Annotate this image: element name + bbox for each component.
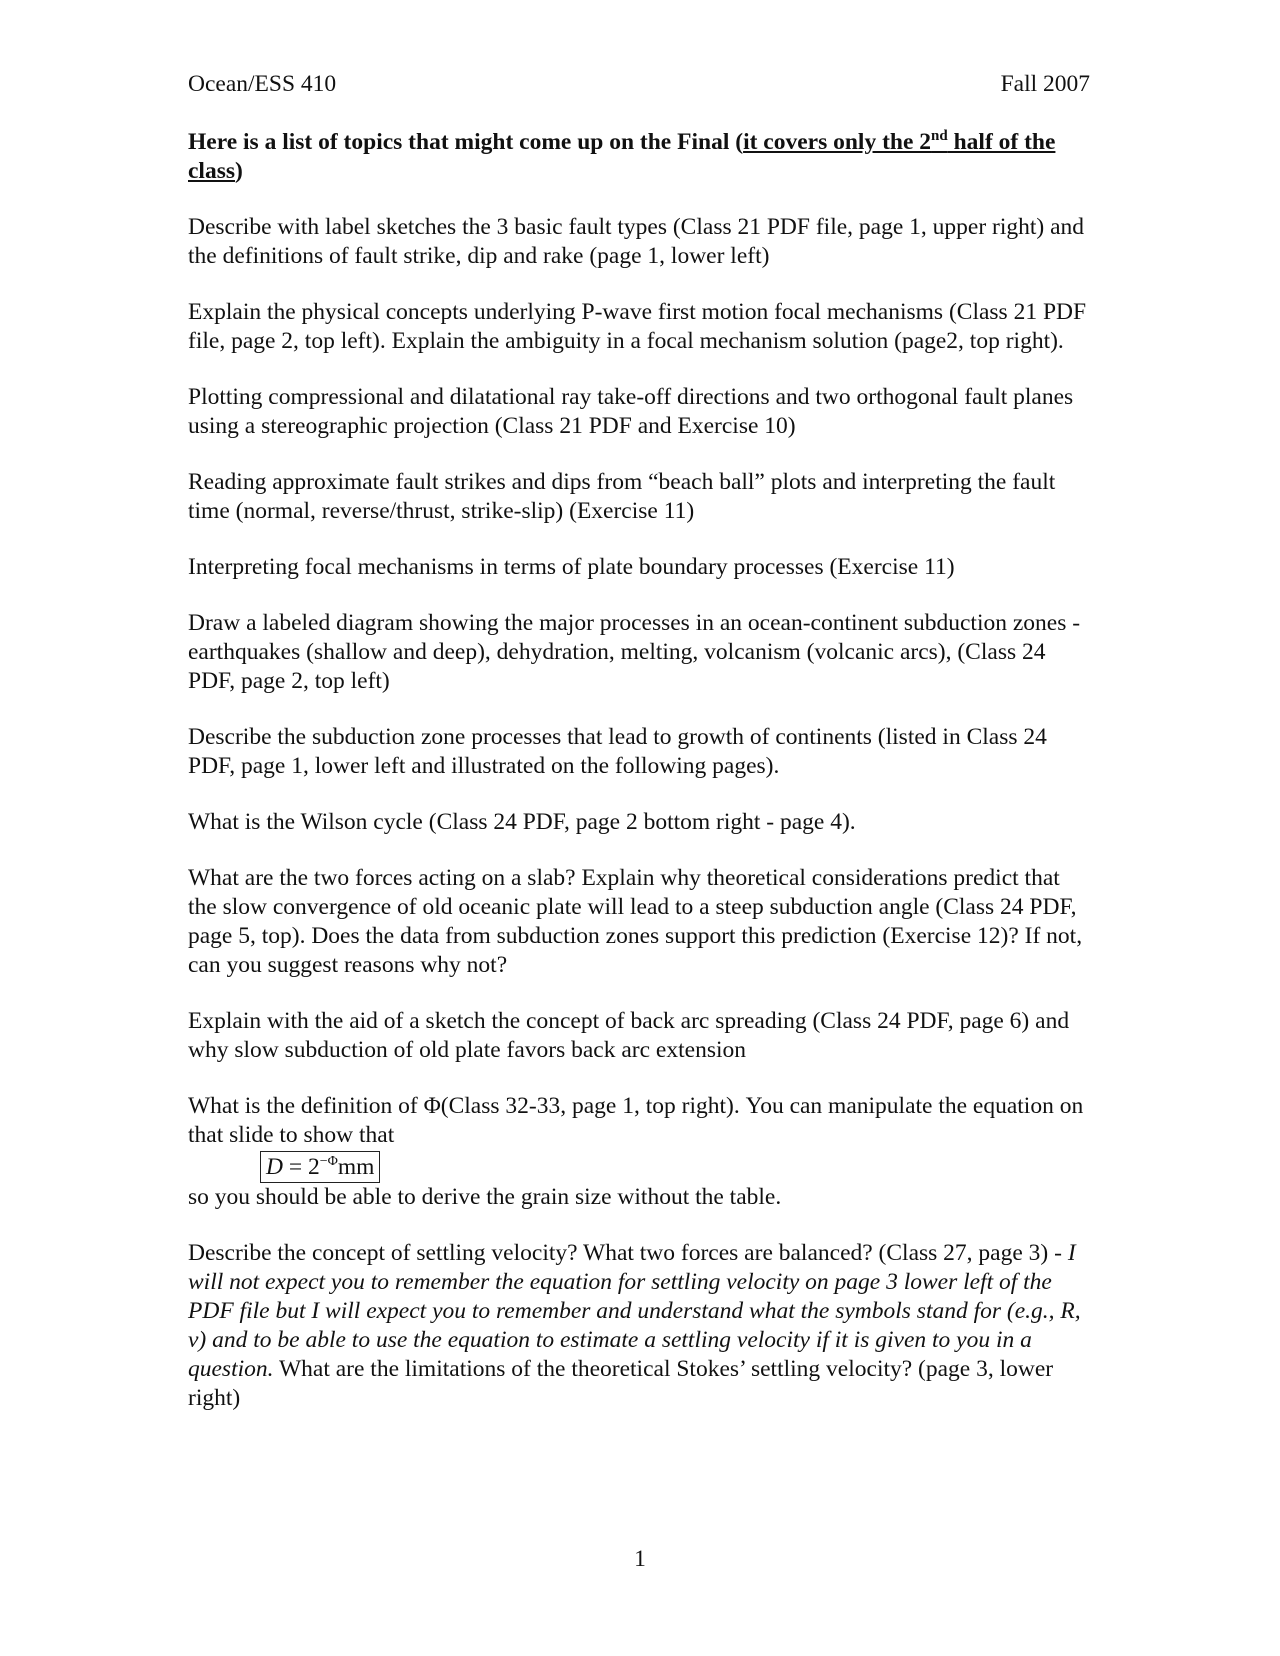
equation-base: = 2 bbox=[282, 1154, 320, 1180]
intro-superscript: nd bbox=[931, 128, 948, 145]
page-header bbox=[188, 70, 1090, 99]
course-code: Ocean/ESS 410 bbox=[188, 71, 337, 97]
topic-plate-boundary: Interpreting focal mechanisms in terms of plate boundary processes (Exercise 11) bbox=[188, 554, 955, 580]
topic-wilson-cycle: What is the Wilson cycle (Class 24 PDF, page 2 bottom right - page 4). bbox=[188, 809, 856, 835]
topic-phi-followup: so you should be able to derive the grain size without the table. bbox=[188, 1184, 782, 1210]
equation-wrapper bbox=[188, 1150, 1090, 1183]
intro-close: ) bbox=[235, 158, 243, 184]
equation-unit: mm bbox=[337, 1154, 375, 1180]
topic-subduction-diagram: Draw a labeled diagram showing the major processes in an ocean-continent subduction zones - earthquakes (shallow and deep), dehydration, melting, volcanism (volcanic arcs), (Class 24 PDF, page 2, top left) bbox=[188, 610, 1081, 694]
intro-heading bbox=[188, 128, 1090, 186]
topic-phi-definition: What is the definition of Φ(Class 32-33, page 1, top right). You can manipulate the equation on that slide to show that bbox=[188, 1093, 1084, 1148]
grain-size-equation bbox=[260, 1151, 380, 1183]
topic-fault-types: Describe with label sketches the 3 basic fault types (Class 21 PDF file, page 1, upper right) and the definitions of fault strike, dip and rake (page 1, lower left) bbox=[188, 214, 1085, 269]
settling-end: What are the limitations of the theoretical Stokes’ settling velocity? (page 3, lower right) bbox=[188, 1356, 1054, 1411]
equation-exponent: −Φ bbox=[319, 1154, 338, 1170]
intro-underlined-part1: it covers only the 2 bbox=[743, 129, 932, 155]
equation-variable: D bbox=[266, 1154, 283, 1180]
topic-continent-growth: Describe the subduction zone processes that lead to growth of continents (listed in Class 24 PDF, page 1, lower left and illustrated on the following pages). bbox=[188, 724, 1047, 779]
topic-settling-velocity bbox=[188, 1239, 1090, 1413]
term: Fall 2007 bbox=[1000, 71, 1090, 97]
intro-lead: Here is a list of topics that might come up on the Final ( bbox=[188, 129, 744, 155]
settling-start: Describe the concept of settling velocity? What two forces are balanced? (Class 27, page 3) - bbox=[188, 1240, 1068, 1266]
topic-focal-mechanisms: Explain the physical concepts underlying P-wave first motion focal mechanisms (Class 21 PDF file, page 2, top left). Explain the ambiguity in a focal mechanism solution (page2, top right). bbox=[188, 299, 1087, 354]
intro-underlined-part2: half of the class bbox=[188, 129, 1056, 184]
topic-back-arc: Explain with the aid of a sketch the concept of back arc spreading (Class 24 PDF, page 6) and why slow subduction of old plate favors back arc extension bbox=[188, 1008, 1070, 1063]
topic-stereographic-projection: Plotting compressional and dilatational ray take-off directions and two orthogonal fault planes using a stereographic projection (Class 21 PDF and Exercise 10) bbox=[188, 384, 1074, 439]
topic-beach-ball: Reading approximate fault strikes and dips from “beach ball” plots and interpreting the fault time (normal, reverse/thrust, strike-slip) (Exercise 11) bbox=[188, 469, 1056, 524]
topic-slab-forces: What are the two forces acting on a slab? Explain why theoretical considerations predict that the slow convergence of old oceanic plate will lead to a steep subduction angle (Class 24 PDF, page 5, top). Does the data from subduction zones support this prediction (Exercise 12)? If not, can you suggest reasons why not? bbox=[188, 865, 1083, 978]
document-page bbox=[188, 70, 1090, 1440]
page-number: 1 bbox=[634, 1546, 646, 1572]
settling-italic-note: I will not expect you to remember the equation for settling velocity on page 3 lower left of the PDF file but I will expect you to remember and understand what the symbols stand for (e.g., R, v) and to be able to use the equation to estimate a settling velocity if it is given to you in a question. bbox=[188, 1240, 1081, 1382]
